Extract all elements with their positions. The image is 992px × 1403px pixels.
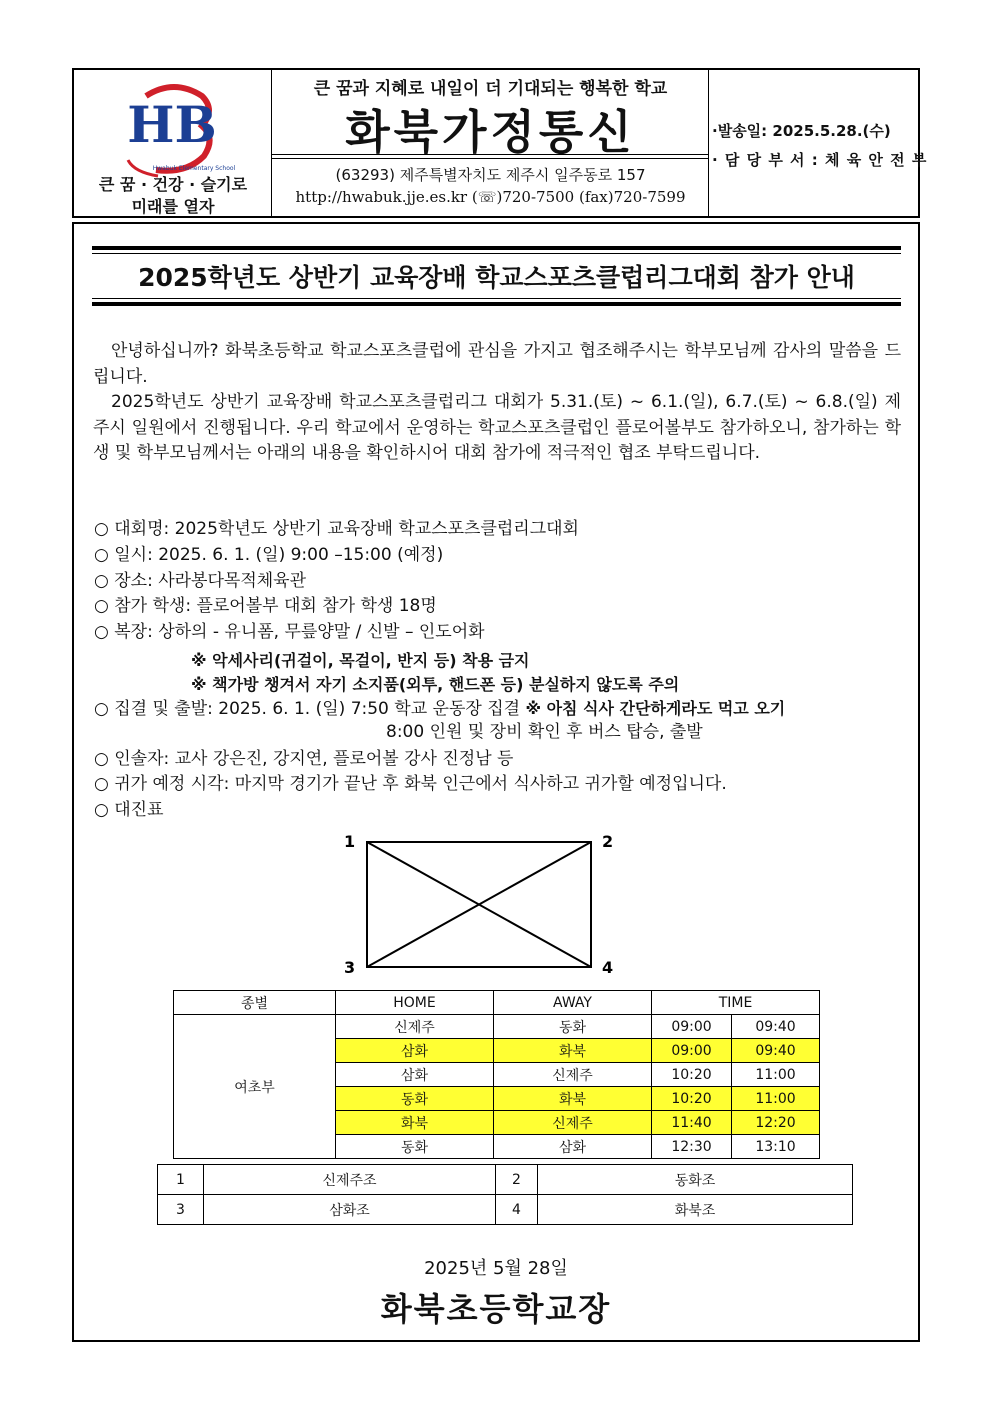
divider (272, 158, 709, 159)
item-gathering (94, 696, 785, 722)
end-cell: 09:40 (732, 1039, 820, 1063)
item-leaders: ○ 인솔자: 교사 강은진, 강지연, 플로어볼 강사 진정남 등 (94, 749, 514, 769)
away-cell: 신제주 (494, 1111, 652, 1135)
start-cell: 11:40 (652, 1111, 732, 1135)
issue-date: ·발송일: 2025.5.28.(수) (712, 122, 891, 140)
item-place: ○ 장소: 사라봉다목적체육관 (94, 571, 307, 591)
away-cell: 동화 (494, 1015, 652, 1039)
document-title-box (92, 246, 901, 306)
divider (92, 253, 901, 254)
start-cell: 10:20 (652, 1063, 732, 1087)
start-cell: 09:00 (652, 1015, 732, 1039)
motto-line1: 큰 꿈 · 건강 · 슬기로 (98, 175, 248, 194)
intro-paragraph-1: 안녕하십니까? 화북초등학교 학교스포츠클럽에 관심을 가지고 협조해주시는 학부모님께 감사의 말씀을 드립니다. (93, 341, 901, 387)
header-category: 종별 (174, 991, 336, 1015)
team-name: 신제주조 (204, 1165, 496, 1195)
end-cell: 11:00 (732, 1087, 820, 1111)
header-meta (712, 120, 927, 170)
motto-line2: 미래를 열자 (131, 197, 215, 216)
away-cell: 화북 (494, 1039, 652, 1063)
item-attire: ○ 복장: 상하의 - 유니폼, 무릎양말 / 신발 – 인도어화 (94, 622, 485, 642)
start-cell: 10:20 (652, 1087, 732, 1111)
home-cell: 삼화 (336, 1063, 494, 1087)
logo-subtext: Hwabuk Elementary School (152, 165, 236, 172)
home-cell: 동화 (336, 1135, 494, 1159)
school-address: (63293) 제주특별자치도 제주시 일주동로 157 (335, 166, 646, 184)
intro-paragraph-2: 2025학년도 상반기 교육장배 학교스포츠클럽리그 대회가 5.31.(토) ~ 6.1.(일), 6.7.(토) ~ 6.8.(일) 제주시 일원에서 진행됩니다. 우리 학교에서 운영하는 학교스포츠클럽인 플로어볼부도 참가하오니, 참가하는 학생 및 학부모님께서는 아래의 내용을 확인하시어 대회 참가에 적극적인 협조 부탁드립니다. (93, 392, 901, 463)
team-name: 삼화조 (204, 1195, 496, 1225)
divider (92, 302, 901, 306)
item-datetime: ○ 일시: 2025. 6. 1. (일) 9:00 –15:00 (예정) (94, 545, 444, 565)
item-participants: ○ 참가 학생: 플로어볼부 대회 참가 학생 18명 (94, 596, 437, 616)
schedule-table (173, 990, 820, 1159)
team-name: 화북조 (538, 1195, 853, 1225)
logo-cell (74, 70, 272, 216)
away-cell: 화북 (494, 1087, 652, 1111)
team-number: 3 (158, 1195, 204, 1225)
department: · 담 당 부 서 : 체 육 안 전 부 (712, 151, 928, 169)
home-cell: 화북 (336, 1111, 494, 1135)
header-home: HOME (336, 991, 494, 1015)
note-accessories: ※ 악세사리(귀걸이, 목걸이, 반지 등) 착용 금지 (191, 651, 530, 670)
away-cell: 삼화 (494, 1135, 652, 1159)
issue-date-footer: 2025년 5월 28일 (424, 1258, 568, 1279)
gathering-text: ○ 집결 및 출발: 2025. 6. 1. (일) 7:50 학교 운동장 집결 (94, 699, 521, 719)
note-belongings: ※ 책가방 챙겨서 자기 소지품(외투, 핸드폰 등) 분실하지 않도록 주의 (191, 675, 680, 694)
away-cell: 신제주 (494, 1063, 652, 1087)
breakfast-note: ※ 아침 식사 간단하게라도 먹고 오기 (525, 699, 786, 718)
header-time: TIME (652, 991, 820, 1015)
bracket-label-4: 4 (602, 958, 614, 977)
principal-signature: 화북초등학교장 (380, 1290, 612, 1328)
team-key-table (157, 1164, 853, 1225)
team-number: 1 (158, 1165, 204, 1195)
table-row (174, 1015, 820, 1039)
team-name: 동화조 (538, 1165, 853, 1195)
team-number: 2 (496, 1165, 538, 1195)
newsletter-title: 화북가정통신 (345, 105, 636, 159)
divider (92, 246, 901, 250)
bracket-label-3: 3 (344, 958, 356, 977)
item-return: ○ 귀가 예정 시각: 마지막 경기가 끝난 후 화북 인근에서 식사하고 귀가할 예정입니다. (94, 774, 727, 794)
end-cell: 13:10 (732, 1135, 820, 1159)
item-gathering-line2: 8:00 인원 및 장비 확인 후 버스 탑승, 출발 (386, 722, 703, 742)
header-center (272, 70, 709, 216)
bracket-diagram (330, 828, 630, 978)
item-competition: ○ 대회명: 2025학년도 상반기 교육장배 학교스포츠클럽리그대회 (94, 519, 579, 539)
team-number: 4 (496, 1195, 538, 1225)
home-cell: 신제주 (336, 1015, 494, 1039)
school-logo (74, 76, 272, 186)
header-away: AWAY (494, 991, 652, 1015)
divider (92, 298, 901, 299)
home-cell: 삼화 (336, 1039, 494, 1063)
category-cell: 여초부 (174, 1015, 336, 1159)
table-row (158, 1165, 853, 1195)
school-contact: http://hwabuk.jje.es.kr (☏)720-7500 (fax)720-7599 (295, 188, 686, 206)
divider (272, 154, 709, 155)
end-cell: 12:20 (732, 1111, 820, 1135)
end-cell: 09:40 (732, 1015, 820, 1039)
school-slogan: 큰 꿈과 지혜로 내일이 더 기대되는 행복한 학교 (313, 79, 668, 99)
home-cell: 동화 (336, 1087, 494, 1111)
start-cell: 09:00 (652, 1039, 732, 1063)
bracket-label-2: 2 (602, 832, 614, 851)
table-header-row (174, 991, 820, 1015)
table-row (158, 1195, 853, 1225)
start-cell: 12:30 (652, 1135, 732, 1159)
bracket-label-1: 1 (344, 832, 356, 851)
end-cell: 11:00 (732, 1063, 820, 1087)
item-bracket: ○ 대진표 (94, 800, 164, 820)
document-title: 2025학년도 상반기 교육장배 학교스포츠클럽리그대회 참가 안내 (138, 263, 855, 292)
logo-letters: HB (127, 95, 217, 154)
